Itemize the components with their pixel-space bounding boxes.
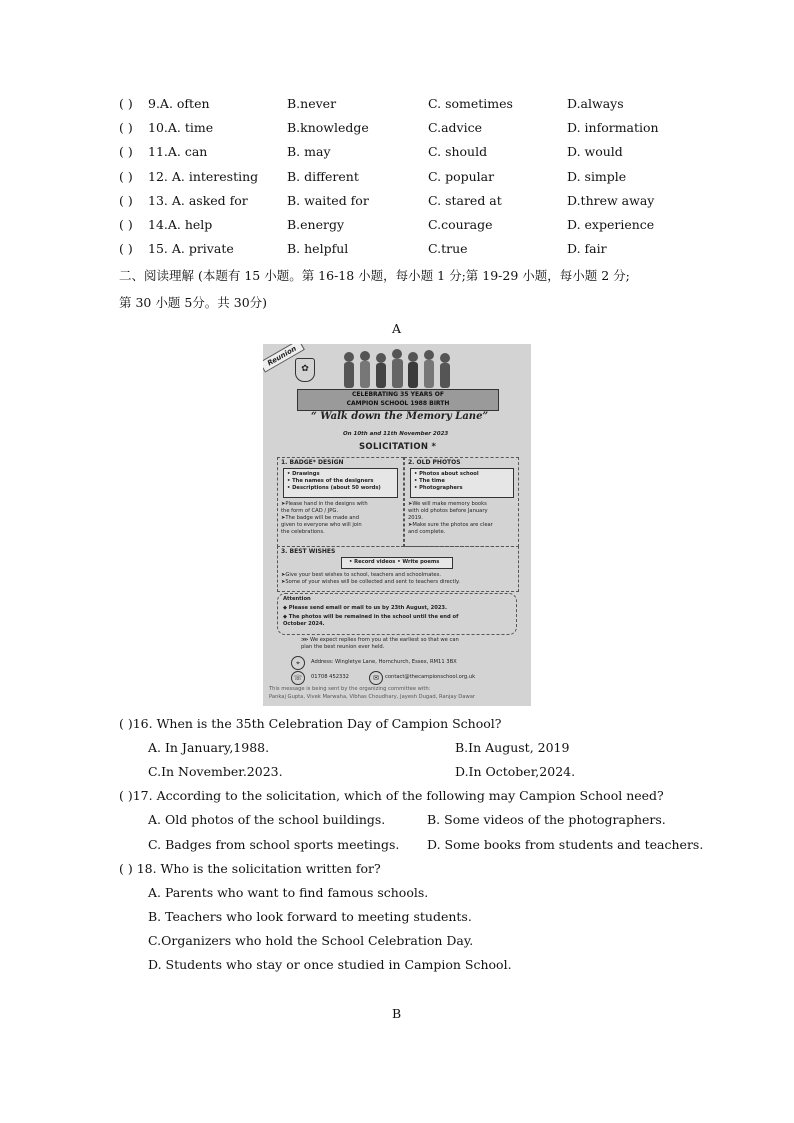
answer-bracket: ( ) — [119, 169, 133, 184]
wishes-note-1: ➤Give your best wishes to school, teachers and schoolmates. — [281, 572, 441, 578]
section-heading-line2: 第 30 小题 5分。共 30分) — [119, 295, 268, 310]
option-d: D. experience — [567, 217, 655, 232]
celebration-banner — [297, 389, 499, 411]
wishes-note-2: ➤Some of your wishes will be collected and sent to teachers directly. — [281, 579, 460, 585]
slogan: “ Walk down the Memory Lane” — [311, 411, 489, 422]
cloze-row-11 — [0, 144, 794, 164]
option-c: C.true — [428, 241, 468, 256]
option-d: D.threw away — [567, 193, 655, 208]
attention-item-2: ◆ The photos will be remained in the school until the end of — [283, 614, 459, 620]
q16-option-c: C.In November.2023. — [148, 764, 283, 779]
badge-note-5: the celebrations. — [281, 529, 325, 535]
people-illustration — [339, 348, 459, 392]
q17-option-d: D. Some books from students and teachers. — [427, 837, 704, 852]
q18-option-b: B. Teachers who look forward to meeting students. — [148, 909, 472, 924]
attention-title: Attention — [283, 596, 311, 602]
cloze-row-10 — [0, 120, 794, 140]
passage-a-label: A — [392, 321, 402, 336]
option-a: 9.A. often — [148, 96, 210, 111]
passage-b-label: B — [392, 1006, 402, 1021]
banner-line-1: CELEBRATING 35 YEARS OF — [352, 391, 444, 398]
attention-item-3: October 2024. — [283, 621, 325, 627]
answer-bracket: ( ) — [119, 144, 133, 159]
footer-line-1: This message is being sent by the organizing committee with: — [269, 686, 431, 692]
photo-req-2: • The time — [414, 478, 445, 484]
option-d: D.always — [567, 96, 624, 111]
q16-option-a: A. In January,1988. — [148, 740, 270, 755]
old-photos-title: 2. OLD PHOTOS — [408, 459, 461, 466]
solicitation-poster — [263, 344, 531, 706]
email-icon: ✉ — [369, 671, 383, 685]
badge-req-1: • Drawings — [287, 471, 320, 477]
q18-option-a: A. Parents who want to find famous schools. — [148, 885, 429, 900]
photo-req-3: • Photographers — [414, 485, 463, 491]
option-b: B.energy — [287, 217, 345, 232]
badge-note-4: given to everyone who will join — [281, 522, 362, 528]
option-a: 14.A. help — [148, 217, 213, 232]
option-c: C. should — [428, 144, 488, 159]
answer-bracket: ( ) — [119, 120, 133, 135]
option-b: B.never — [287, 96, 337, 111]
option-a: 11.A. can — [148, 144, 208, 159]
wishes-methods: • Record videos • Write poems — [349, 559, 440, 565]
phone-number: 01708 452332 — [311, 674, 349, 680]
photo-note-5: and complete. — [408, 529, 446, 535]
option-a: 10.A. time — [148, 120, 214, 135]
email-address: contact@thecampionschool.org.uk — [385, 674, 476, 680]
banner-line-2: CAMPION SCHOOL 1988 BIRTH — [346, 400, 450, 407]
option-b: B. different — [287, 169, 359, 184]
question-16-stem: ( )16. When is the 35th Celebration Day of Campion School? — [119, 716, 502, 731]
q18-option-c: C.Organizers who hold the School Celebration Day. — [148, 933, 474, 948]
answer-bracket: ( ) — [119, 217, 133, 232]
solicitation-title: SOLICITATION * — [359, 442, 437, 452]
option-d: D. would — [567, 144, 623, 159]
q17-option-c: C. Badges from school sports meetings. — [148, 837, 400, 852]
q18-option-d: D. Students who stay or once studied in Campion School. — [148, 957, 512, 972]
photo-note-2: with old photos before January — [408, 508, 488, 514]
q16-option-d: D.In October,2024. — [455, 764, 576, 779]
option-a: 12. A. interesting — [148, 169, 259, 184]
option-a: 13. A. asked for — [148, 193, 248, 208]
q17-option-b: B. Some videos of the photographers. — [427, 812, 666, 827]
badge-note-2: the form of CAD / JPG. — [281, 508, 339, 514]
question-17-stem: ( )17. According to the solicitation, which of the following may Campion School need? — [119, 788, 664, 803]
question-18-stem: ( ) 18. Who is the solicitation written for? — [119, 861, 381, 876]
address-text: Address: Wingletye Lane, Hornchurch, Essex, RM11 3BX — [311, 659, 457, 665]
footer-line-2: Pankaj Gupta, Vivek Marwaha, Vibhas Choudhary, Jayesh Dugad, Ranjay Dawar — [269, 694, 476, 700]
answer-bracket: ( ) — [119, 96, 133, 111]
option-a: 15. A. private — [148, 241, 234, 256]
option-c: C. sometimes — [428, 96, 513, 111]
best-wishes-title: 3. BEST WISHES — [281, 548, 336, 555]
option-d: D. simple — [567, 169, 627, 184]
badge-req-2: • The names of the designers — [287, 478, 374, 484]
cloze-row-14 — [0, 217, 794, 237]
q17-option-a: A. Old photos of the school buildings. — [148, 812, 386, 827]
badge-req-3: • Descriptions (about 50 words) — [287, 485, 381, 491]
expect-line-2: plan the best reunion ever held. — [301, 644, 385, 650]
option-b: B. helpful — [287, 241, 349, 256]
option-b: B.knowledge — [287, 120, 369, 135]
q16-option-b: B.In August, 2019 — [455, 740, 570, 755]
option-c: C. popular — [428, 169, 495, 184]
photo-req-1: • Photos about school — [414, 471, 479, 477]
badge-note-1: ➤Please hand in the designs with — [281, 501, 368, 507]
section-heading-line1: 二、阅读理解 (本题有 15 小题。第 16-18 小题，每小题 1 分;第 19-29 小题，每小题 2 分; — [119, 268, 630, 283]
cloze-row-9 — [0, 96, 794, 116]
option-c: C.advice — [428, 120, 483, 135]
attention-item-1: ◆ Please send email or mail to us by 23th August, 2023. — [283, 605, 448, 611]
option-d: D. fair — [567, 241, 607, 256]
phone-icon: ☏ — [291, 671, 305, 685]
option-c: C.courage — [428, 217, 493, 232]
option-b: B. may — [287, 144, 331, 159]
expect-line-1: ⋙ We expect replies from you at the earliest so that we can — [301, 637, 459, 643]
answer-bracket: ( ) — [119, 241, 133, 256]
option-d: D. information — [567, 120, 659, 135]
cloze-row-13 — [0, 193, 794, 213]
option-b: B. waited for — [287, 193, 369, 208]
photo-note-4: ➤Make sure the photos are clear — [408, 522, 493, 528]
reunion-corner-ribbon: Reunion — [263, 344, 305, 373]
school-logo-icon: ✿ — [295, 358, 315, 382]
photo-note-3: 2019. — [408, 515, 423, 521]
badge-note-3: ➤The badge will be made and — [281, 515, 360, 521]
event-dates: On 10th and 11th November 2023 — [343, 431, 449, 437]
answer-bracket: ( ) — [119, 193, 133, 208]
badge-design-title: 1. BADGE* DESIGN — [281, 459, 344, 466]
cloze-row-15 — [0, 241, 794, 261]
option-c: C. stared at — [428, 193, 502, 208]
cloze-row-12 — [0, 169, 794, 189]
location-pin-icon: ⌖ — [291, 656, 305, 670]
photo-note-1: ➤We will make memory books — [408, 501, 487, 507]
